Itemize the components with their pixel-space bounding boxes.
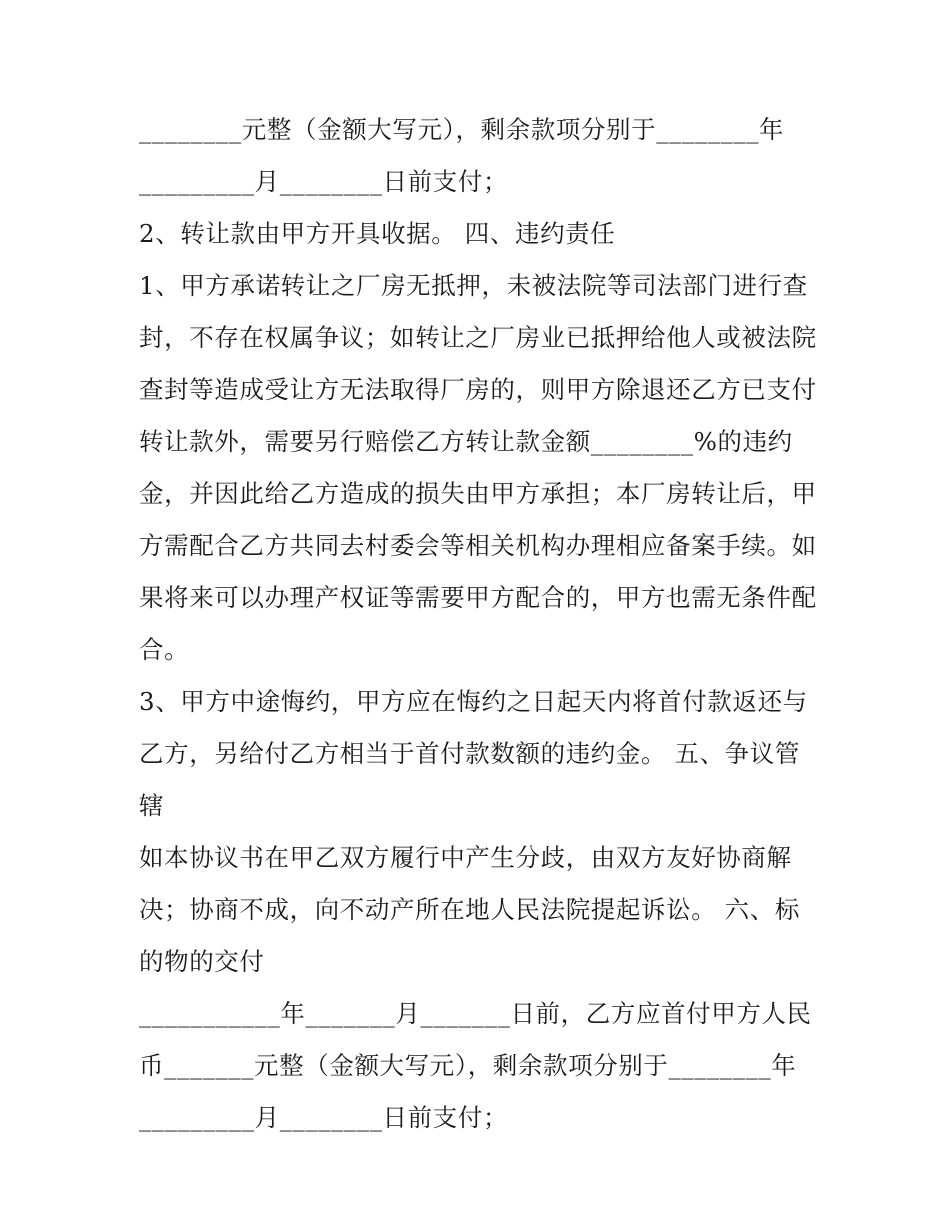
text-line: 1、甲方承诺转让之厂房无抵押，未被法院等司法部门进行查 (139, 271, 808, 300)
text-line: 如本协议书在甲乙双方履行中产生分歧，由双方友好协商解 (139, 843, 792, 872)
text-line: 2、转让款由甲方开具收据。 四、违约责任 (139, 219, 616, 248)
text-line: 方需配合乙方共同去村委会等相关机构办理相应备案手续。如 (139, 531, 817, 560)
text-line: ___________年_______月_______日前，乙方应首付甲方人民 (139, 999, 812, 1028)
document-body (139, 104, 819, 1144)
text-line: _________月________日前支付； (139, 1103, 509, 1132)
text-line: 3、甲方中途悔约，甲方应在悔约之日起天内将首付款返还与 (139, 687, 808, 716)
text-line: 查封等造成受让方无法取得厂房的，则甲方除退还乙方已支付 (139, 375, 817, 404)
text-line: 乙方，另给付乙方相当于首付款数额的违约金。 五、争议管 (139, 739, 800, 768)
text-line: 封，不存在权属争议；如转让之厂房业已抵押给他人或被法院 (139, 323, 817, 352)
text-line: _________月________日前支付； (139, 167, 509, 196)
text-line: 辖 (139, 791, 165, 820)
text-line: 币_______元整（金额大写元），剩余款项分别于________年 (139, 1051, 797, 1080)
text-line: 的物的交付 (139, 947, 265, 976)
text-line: 决；协商不成，向不动产所在地人民法院提起诉讼。 六、标 (139, 895, 800, 924)
text-line: 合。 (139, 635, 190, 664)
text-line: 果将来可以办理产权证等需要甲方配合的，甲方也需无条件配 (139, 583, 817, 612)
text-line: ________元整（金额大写元），剩余款项分别于________年 (139, 115, 785, 144)
text-line: 转让款外，需要另行赔偿乙方转让款金额________%的违约 (139, 427, 793, 456)
text-line: 金，并因此给乙方造成的损失由甲方承担；本厂房转让后，甲 (139, 479, 817, 508)
